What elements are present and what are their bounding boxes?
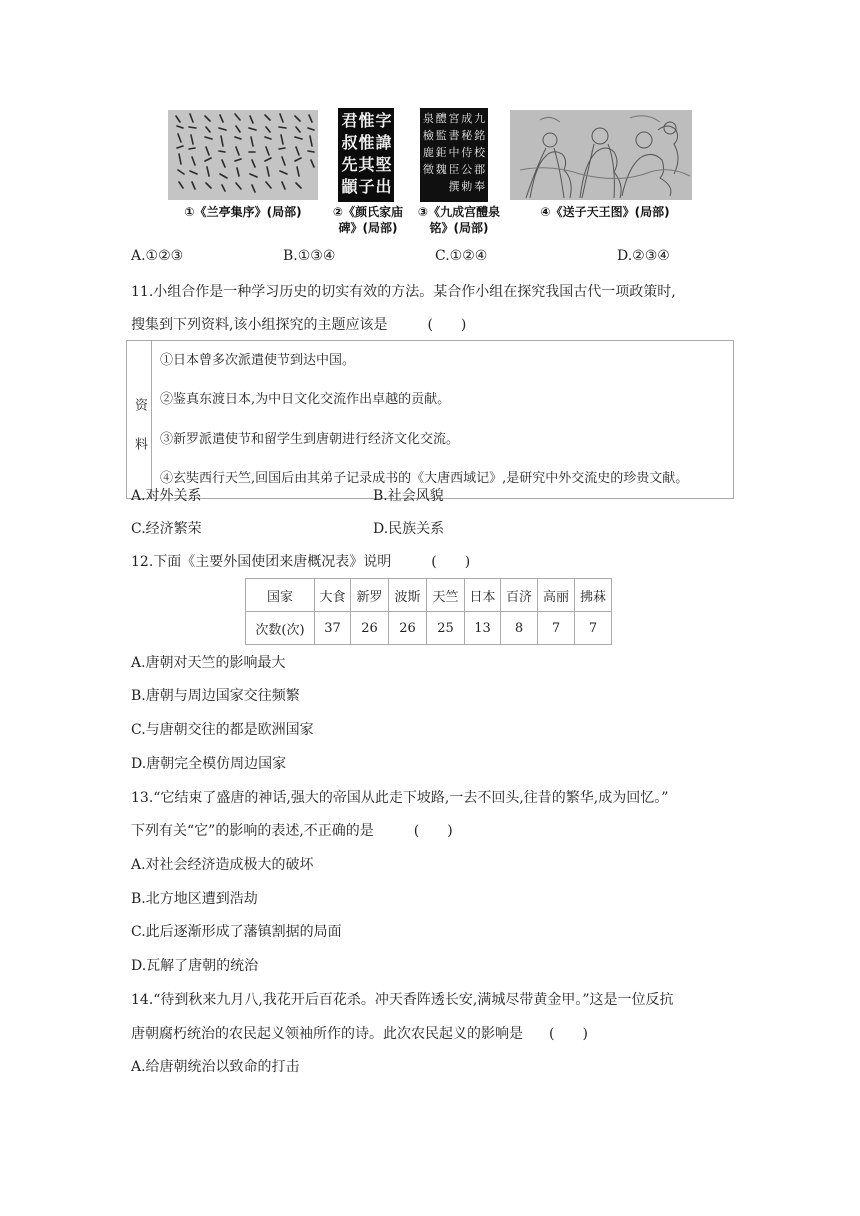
table-cell: 26 — [389, 612, 427, 645]
stele-glyph: 字 — [375, 111, 392, 130]
q12-option-c[interactable]: C.与唐朝交往的都是欧洲国家 — [131, 722, 314, 738]
table-header-cell: 天竺 — [427, 579, 465, 612]
stele-glyph: 檢 — [422, 129, 434, 142]
q10-option-d[interactable]: D.②③④ — [617, 248, 670, 264]
table-header-cell: 新罗 — [351, 579, 389, 612]
image3-caption-line1: ③《九成宫醴泉 — [417, 205, 501, 219]
material-item: ③新罗派遣使节和留学生到唐朝进行经济文化交流。 — [152, 419, 734, 458]
painting-figures-icon — [510, 110, 692, 200]
stele-glyph: 校 — [474, 146, 486, 159]
envoy-missions-table — [245, 578, 612, 645]
stele-glyph: 書 — [448, 129, 460, 142]
stele-glyph: 監 — [435, 129, 447, 142]
table-cell: 37 — [315, 612, 351, 645]
table-header-cell: 波斯 — [389, 579, 427, 612]
table-cell: 13 — [465, 612, 501, 645]
table-header-cell: 百济 — [501, 579, 538, 612]
materials-label — [127, 341, 152, 499]
q12-stem — [131, 552, 470, 572]
q12-option-a[interactable]: A.唐朝对天竺的影响最大 — [131, 655, 286, 671]
stele-glyph: 銘 — [474, 129, 486, 142]
stele-glyph: 宮 — [448, 112, 460, 125]
table-row-label: 次数(次) — [246, 612, 315, 645]
q13-option-a[interactable]: A.对社会经济造成极大的破坏 — [131, 857, 314, 873]
stele-glyph: 奉 — [474, 180, 486, 193]
stele-glyph: 徵 — [422, 163, 434, 176]
table-header-cell: 日本 — [465, 579, 501, 612]
jiuchenggong-stele-image — [420, 108, 488, 202]
q11-stem-text: 搜集到下列资料,该小组探究的主题应该是 — [131, 317, 388, 333]
stele-glyph: 鹿 — [422, 146, 434, 159]
stele-glyph: 郡 — [474, 163, 486, 176]
table-cell: 25 — [427, 612, 465, 645]
songzi-tianwang-painting-image — [510, 110, 692, 200]
q11-option-c[interactable]: C.经济繁荣 — [131, 521, 202, 537]
q11-option-a[interactable]: A.对外关系 — [131, 488, 202, 504]
q14-stem-line1: 14.“待到秋来九月八,我花开后百花杀。冲天香阵透长安,满城尽带黄金甲。”这是一位反抗 — [131, 992, 674, 1008]
stele-glyph: 其 — [358, 155, 375, 174]
q14-stem-text: 唐朝腐朽统治的农民起义领袖所作的诗。此次农民起义的影响是 — [131, 1026, 523, 1042]
q13-stem-line2 — [131, 821, 453, 841]
image2-caption-line2: 碑》(局部) — [338, 221, 398, 235]
q11-answer-blank[interactable]: ( ) — [427, 317, 467, 333]
q13-option-b[interactable]: B.北方地区遭到浩劫 — [131, 891, 258, 907]
table-header-row — [246, 579, 612, 612]
q13-stem-text: 下列有关“它”的影响的表述,不正确的是 — [131, 823, 374, 839]
table-header-cell: 高丽 — [538, 579, 575, 612]
stele-glyph: 子 — [358, 177, 375, 196]
table-header-cell: 大食 — [315, 579, 351, 612]
q10-option-c[interactable]: C.①②④ — [435, 248, 488, 264]
stele-glyph: 叔 — [341, 133, 358, 152]
q10-option-a[interactable]: A.①②③ — [131, 248, 184, 264]
material-item: ①日本曾多次派遣使节到达中国。 — [152, 341, 734, 381]
stele-glyph: 君 — [341, 111, 358, 130]
lantingjixu-calligraphy-icon — [168, 110, 318, 200]
stele-glyph: 鉅 — [435, 146, 447, 159]
stele-glyph: 堅 — [375, 155, 392, 174]
stele-glyph: 撰 — [448, 180, 460, 193]
q11-materials-box — [126, 340, 734, 499]
stele-glyph: 公 — [461, 163, 473, 176]
stele-glyph: 惟 — [358, 133, 375, 152]
stele-glyph: 臣 — [448, 163, 460, 176]
q11-stem-line2 — [131, 315, 466, 335]
table-cell: 7 — [575, 612, 612, 645]
stele-glyph: 成 — [461, 112, 473, 125]
material-item: ②鉴真东渡日本,为中日文化交流作出卓越的贡献。 — [152, 380, 734, 419]
table-cell: 26 — [351, 612, 389, 645]
table-header-label: 国家 — [246, 579, 315, 612]
q14-stem-line2 — [131, 1024, 588, 1044]
q12-option-b[interactable]: B.唐朝与周边国家交往频繁 — [131, 688, 300, 704]
q12-stem-text: 12.下面《主要外国使团来唐概况表》说明 — [131, 554, 392, 570]
stele-glyph: 顓 — [341, 177, 358, 196]
q13-stem-line1: 13.“它结束了盛唐的神话,强大的帝国从此走下坡路,一去不回头,往昔的繁华,成为回忆。” — [131, 790, 669, 806]
stele-glyph: 泉 — [422, 112, 434, 125]
stele-glyph: 先 — [341, 155, 358, 174]
q13-option-d[interactable]: D.瓦解了唐朝的统治 — [131, 958, 259, 974]
stele-glyph: 魏 — [435, 163, 447, 176]
stele-glyph: 九 — [474, 112, 486, 125]
yanshi-stele-image — [338, 108, 394, 202]
table-cell: 7 — [538, 612, 575, 645]
q11-option-d[interactable]: D.民族关系 — [373, 521, 445, 537]
q11-option-b[interactable]: B.社会风貌 — [373, 488, 444, 504]
table-header-cell: 拂菻 — [575, 579, 612, 612]
table-row — [246, 612, 612, 645]
q13-option-c[interactable]: C.此后逐渐形成了藩镇割据的局面 — [131, 924, 342, 940]
material-item: ④玄奘西行天竺,回国后由其弟子记录成书的《大唐西域记》,是研究中外交流史的珍贵文献。 — [152, 459, 734, 499]
q10-option-b[interactable]: B.①③④ — [283, 248, 336, 264]
stele-glyph: 勅 — [461, 180, 473, 193]
stele-glyph: 侍 — [461, 146, 473, 159]
q12-answer-blank[interactable]: ( ) — [431, 554, 471, 570]
image2-caption-line1: ②《颜氏家庙 — [332, 205, 404, 219]
image1-caption: ①《兰亭集序》(局部) — [184, 205, 302, 219]
stele-glyph: 惟 — [358, 111, 375, 130]
q12-option-d[interactable]: D.唐朝完全模仿周边国家 — [131, 756, 287, 772]
stele-glyph: 秘 — [461, 129, 473, 142]
q14-answer-blank[interactable]: ( ) — [549, 1026, 588, 1042]
lantingjixu-image — [168, 110, 318, 200]
table-cell: 8 — [501, 612, 538, 645]
stele-glyph: 出 — [375, 177, 392, 196]
image3-caption-line2: 铭》(局部) — [429, 221, 489, 235]
q11-stem-line1: 11.小组合作是一种学习历史的切实有效的方法。某合作小组在探究我国古代一项政策时, — [131, 284, 676, 300]
stele-glyph: 醴 — [435, 112, 447, 125]
materials-label-text: 资料 — [132, 398, 147, 476]
q14-option-a[interactable]: A.给唐朝统治以致命的打击 — [131, 1059, 300, 1075]
image4-caption: ④《送子天王图》(局部) — [540, 205, 670, 219]
stele-glyph: 中 — [448, 146, 460, 159]
stele-glyph: 諱 — [375, 133, 392, 152]
q13-answer-blank[interactable]: ( ) — [413, 823, 453, 839]
